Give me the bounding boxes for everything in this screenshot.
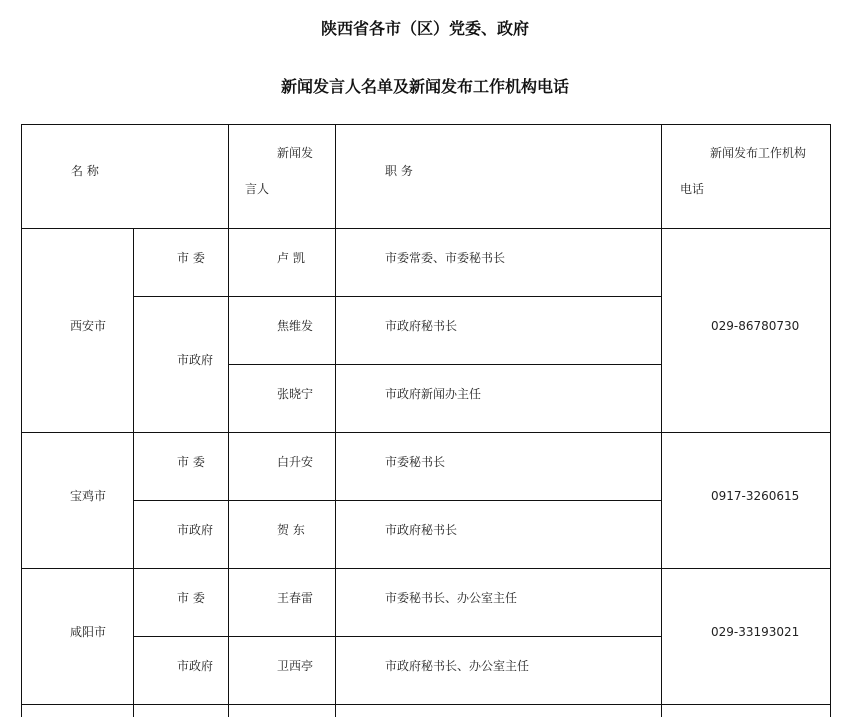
row-divider (21, 568, 831, 569)
column-divider (335, 124, 336, 717)
position-text: 市委常委、市委秘书长 (385, 251, 506, 265)
spokesperson-name: 卫西亭 (277, 659, 314, 673)
header-name: 名 称 (71, 164, 99, 178)
spokesperson-name: 焦维发 (277, 319, 314, 333)
column-divider (661, 124, 662, 717)
header-position: 职 务 (385, 164, 413, 178)
table-border-left (21, 124, 22, 717)
spokesperson-name: 贺 东 (277, 523, 305, 537)
table-border-right (830, 124, 831, 717)
row-divider (21, 432, 831, 433)
org-label: 市政府 (177, 659, 214, 673)
row-divider (133, 296, 661, 297)
phone-number: 029-33193021 (711, 625, 800, 639)
position-text: 市政府秘书长 (385, 319, 458, 333)
org-label: 市 委 (177, 251, 205, 265)
column-divider (228, 124, 229, 717)
spokesperson-name: 王春雷 (277, 591, 314, 605)
org-label: 市 委 (177, 591, 205, 605)
row-divider (21, 704, 831, 705)
org-label: 市政府 (177, 523, 214, 537)
header-phone-line1: 新闻发布工作机构 (710, 146, 807, 160)
position-text: 市委秘书长、办公室主任 (385, 591, 518, 605)
header-phone-line2: 电话 (680, 182, 705, 196)
document-subtitle: 新闻发言人名单及新闻发布工作机构电话 (280, 77, 569, 96)
phone-number: 0917-3260615 (711, 489, 800, 503)
spokesperson-name: 白升安 (277, 455, 314, 469)
row-divider (133, 500, 661, 501)
city-name: 宝鸡市 (70, 489, 107, 503)
column-divider (133, 228, 134, 717)
spokesperson-name: 张晓宁 (277, 387, 314, 401)
org-label: 市 委 (177, 455, 205, 469)
header-spokesperson-line2: 言人 (245, 182, 270, 196)
city-name: 西安市 (70, 319, 107, 333)
row-divider (228, 364, 661, 365)
header-spokesperson-line1: 新闻发 (277, 146, 314, 160)
position-text: 市政府新闻办主任 (385, 387, 482, 401)
document-title: 陕西省各市（区）党委、政府 (320, 19, 529, 38)
position-text: 市政府秘书长 (385, 523, 458, 537)
position-text: 市委秘书长 (385, 455, 446, 469)
table-header-divider (21, 228, 831, 229)
spokesperson-name: 卢 凯 (277, 251, 305, 265)
position-text: 市政府秘书长、办公室主任 (385, 659, 530, 673)
city-name: 咸阳市 (70, 625, 107, 639)
row-divider (133, 636, 661, 637)
table-border-top (21, 124, 831, 125)
org-label: 市政府 (177, 353, 214, 367)
phone-number: 029-86780730 (711, 319, 800, 333)
